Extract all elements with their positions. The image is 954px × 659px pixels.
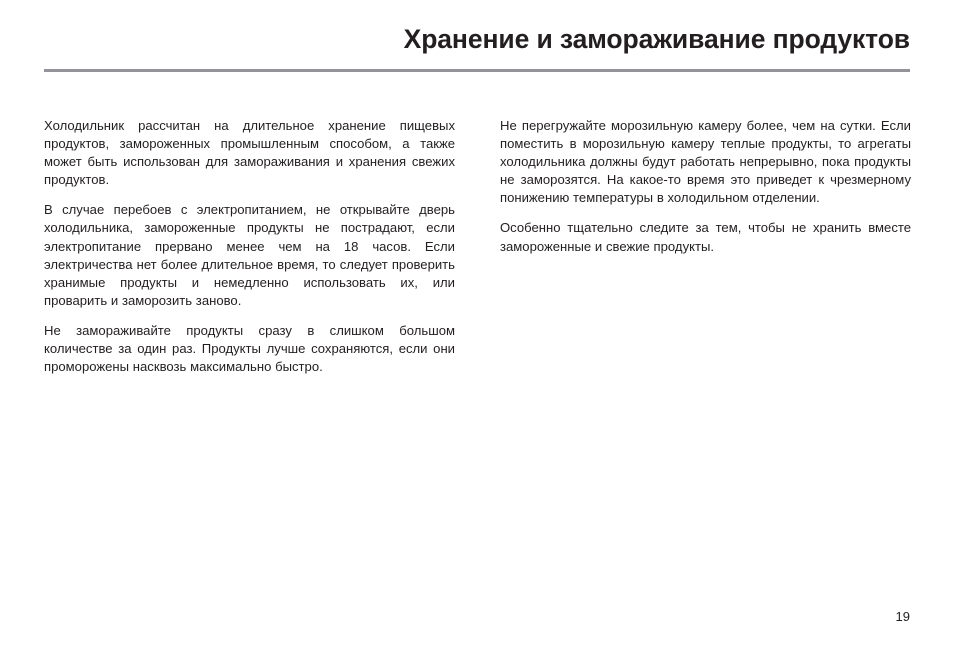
paragraph: Особенно тщательно следите за тем, чтобы не хранить вместе замороженные и свежие продукты. <box>500 220 911 254</box>
paragraph: В случае перебоев с электропитанием, не открывайте дверь холодильника, замороженные продукты не пострадают, если электропитание прервано менее чем на 18 часов. Если электричества нет более длительное время, то следует проверить хранимые продукты и немедленно использовать их, или проварить и заморозить заново. <box>44 202 455 308</box>
paragraph: Холодильник рассчитан на длительное хранение пищевых продуктов, замороженных промышленным способом, а также может быть использован для замораживания и хранения свежих продуктов. <box>44 118 455 188</box>
page-number: 19 <box>895 609 910 624</box>
two-column-body <box>44 117 910 376</box>
right-column <box>500 117 911 256</box>
page-footer <box>44 608 910 626</box>
page-header <box>44 24 910 54</box>
paragraph: Не перегружайте морозильную камеру более, чем на сутки. Если поместить в морозильную камеру теплые продукты, то агрегаты холодильника должны будут работать непрерывно, пока продукты не заморозятся. На какое-то время это приведет к чрезмерному понижению температуры в холодильном отделении. <box>500 118 911 206</box>
paragraph: Не замораживайте продукты сразу в слишком большом количестве за один раз. Продукты лучше сохраняются, если они проморожены насквозь максимально быстро. <box>44 322 455 375</box>
left-column <box>44 117 455 376</box>
page-title: Хранение и замораживание продуктов <box>403 24 910 54</box>
header-divider <box>44 69 910 72</box>
